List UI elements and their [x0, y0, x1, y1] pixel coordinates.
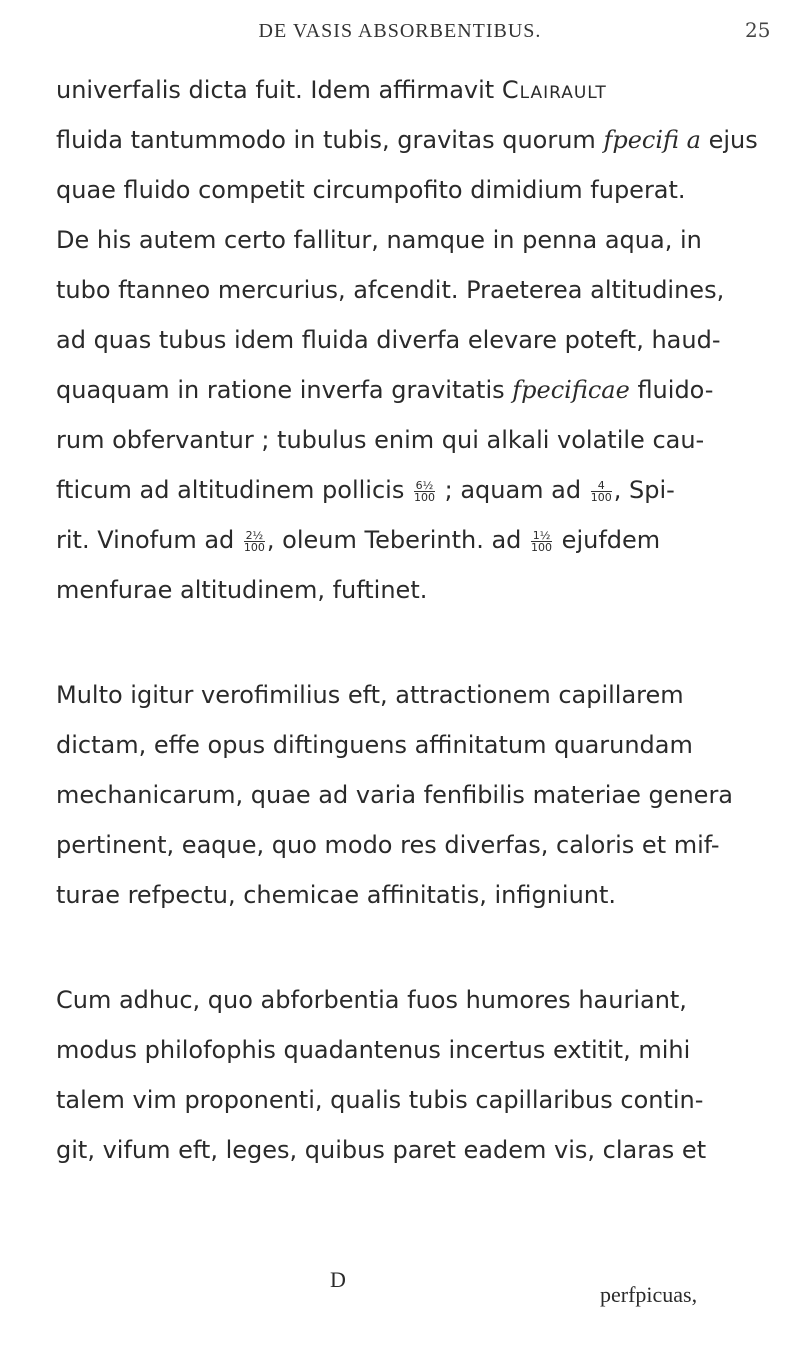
fraction-denominator: 100 [590, 490, 612, 504]
text-line: talem vim proponenti, qualis tubis capillaribus contin- [56, 1086, 704, 1114]
text-line: dictam, effe opus diftinguens affinitatum quarundam [56, 731, 693, 759]
author-name: Clairault [501, 76, 607, 104]
fraction-numerator: 4 [597, 478, 605, 492]
text-span: ; aquam ad [436, 476, 589, 504]
page-number: 25 [745, 18, 771, 42]
text-span: , Spi- [613, 476, 675, 504]
text-line: quae fluido competit circumpofito dimidium fuperat. [56, 176, 686, 204]
text-span: ejufdem [554, 526, 661, 554]
italic-term: fpecificae [512, 376, 630, 404]
text-line: De his autem certo fallitur, namque in penna aqua, in [56, 226, 702, 254]
text-line: git, vifum eft, leges, quibus paret eadem vis, claras et [56, 1136, 707, 1164]
text-line [56, 475, 746, 505]
text-line: pertinent, eaque, quo modo res diverfas, caloris et mif- [56, 831, 720, 859]
fraction-denominator: 100 [243, 540, 265, 554]
text-span: , oleum Teberinth. ad [266, 526, 530, 554]
text-line: Cum adhuc, quo abforbentia fuos humores hauriant, [56, 986, 687, 1014]
text-span: univerfalis dicta fuit. Idem affirmavit [56, 76, 502, 104]
fraction-numerator: 6½ [415, 478, 434, 492]
text-span: quaquam in ratione inverfa gravitatis [56, 376, 513, 404]
text-span: fluida tantummodo in tubis, gravitas quorum [56, 126, 604, 154]
text-span: fticum ad altitudinem pollicis [56, 476, 412, 504]
fraction-denominator: 100 [531, 540, 553, 554]
fraction [244, 530, 265, 553]
text-line [56, 125, 758, 155]
text-line: menfurae altitudinem, fuftinet. [56, 576, 428, 604]
fraction-denominator: 100 [413, 490, 435, 504]
running-header: DE VASIS ABSORBENTIBUS. [258, 20, 542, 42]
fraction [591, 480, 612, 503]
fraction-numerator: 1½ [532, 528, 551, 542]
italic-term: fpecifi a [603, 126, 701, 154]
text-line: turae refpectu, chemicae affinitatis, infigniunt. [56, 881, 617, 909]
text-span: fluido- [629, 376, 714, 404]
text-line: rum obfervantur ; tubulus enim qui alkali volatile cau- [56, 426, 705, 454]
text-line: tubo ftanneo mercurius, afcendit. Praeterea altitudines, [56, 276, 725, 304]
text-span: rit. Vinofum ad [56, 526, 242, 554]
text-line: Multo igitur verofimilius eft, attractionem capillarem [56, 681, 684, 709]
signature-mark: D [330, 1267, 346, 1292]
fraction [531, 530, 552, 553]
text-line [56, 375, 746, 405]
text-span: ejus [700, 126, 758, 154]
catchword: perfpicuas, [600, 1282, 698, 1307]
text-line: mechanicarum, quae ad varia fenfibilis materiae genera [56, 781, 734, 809]
fraction-numerator: 2½ [245, 528, 264, 542]
text-line: modus philofophis quadantenus incertus extitit, mihi [56, 1036, 691, 1064]
text-line [56, 75, 746, 105]
text-line [56, 525, 746, 555]
text-line: ad quas tubus idem fluida diverfa elevare poteft, haud- [56, 326, 721, 354]
fraction [414, 480, 435, 503]
